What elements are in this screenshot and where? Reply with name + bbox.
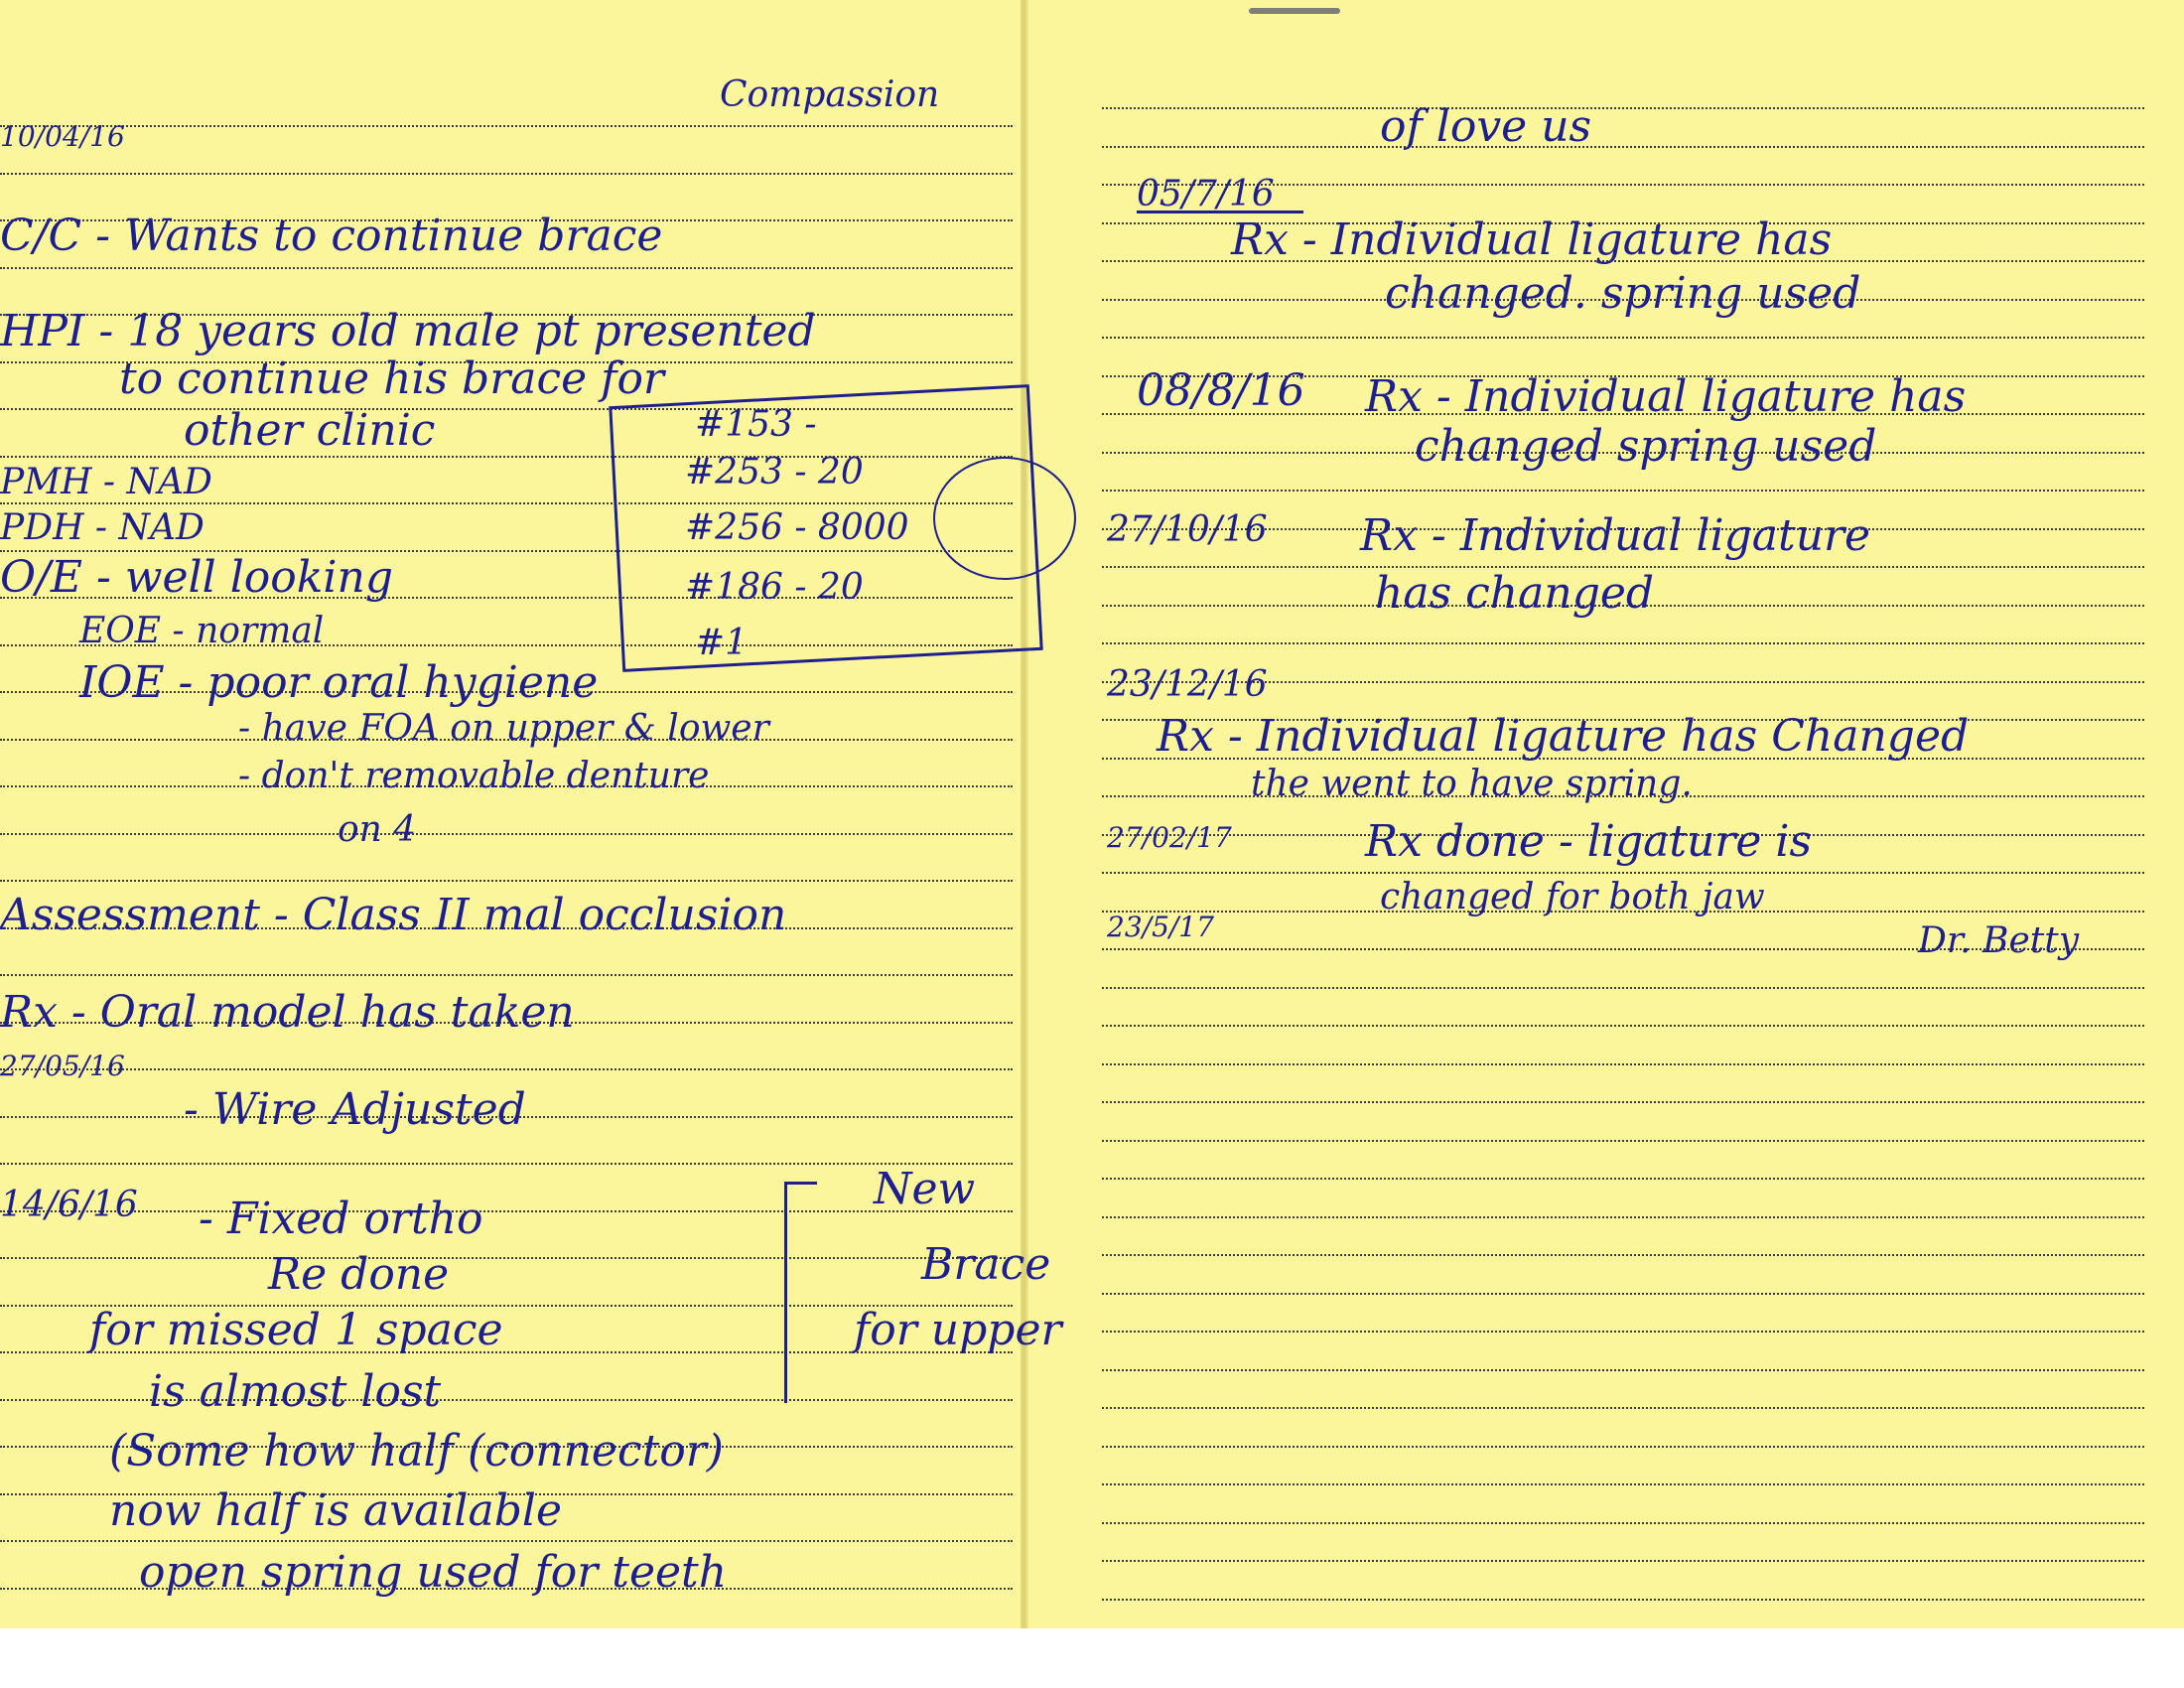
- ioe-line: - have FOA on upper & lower: [238, 708, 769, 749]
- ruled-line: [1102, 1407, 2144, 1409]
- ruled-line: [0, 125, 1013, 127]
- side-note: for upper: [854, 1305, 1062, 1355]
- chief-complaint: C/C - Wants to continue brace: [0, 211, 663, 261]
- treatment-line: - Wire Adjusted: [184, 1084, 526, 1135]
- staple: [1249, 8, 1340, 14]
- ruled-line: [1102, 1178, 2144, 1180]
- ruled-line: [0, 1163, 1013, 1165]
- treatment-line: now half is available: [109, 1485, 563, 1536]
- treatment-line: Rx done - ligature is: [1365, 816, 1813, 867]
- entry-date: 08/8/16: [1137, 365, 1305, 416]
- ioe-line: on 4: [338, 809, 417, 850]
- ruled-line: [1102, 1369, 2144, 1371]
- ruled-line: [1102, 1025, 2144, 1027]
- ruled-line: [0, 1257, 1013, 1259]
- ruled-line: [1102, 987, 2144, 989]
- entry-date: 23/12/16: [1107, 664, 1268, 705]
- treatment-line: Rx - Individual ligature has Changed: [1157, 711, 1970, 762]
- treatment-line: Re done: [268, 1249, 450, 1300]
- ruled-line: [0, 833, 1013, 835]
- treatment-line: (Some how half (connector): [109, 1426, 724, 1477]
- tooth-entry: #186 - 20: [685, 567, 864, 608]
- ruled-line: [1102, 1522, 2144, 1524]
- hpi-line: HPI - 18 years old male pt presented: [0, 306, 816, 356]
- ruled-line: [1102, 642, 2144, 644]
- ruled-line: [0, 1210, 1013, 1212]
- tooth-entry: #256 - 8000: [685, 507, 909, 548]
- ruled-line: [0, 880, 1013, 882]
- entry-date: 27/05/16: [0, 1050, 125, 1082]
- oe-line: O/E - well looking: [0, 552, 393, 603]
- entry-date: 05/7/16: [1137, 174, 1275, 214]
- treatment-line: - Fixed ortho: [199, 1194, 483, 1244]
- tooth-entry: #1: [695, 623, 749, 663]
- ruled-line: [1102, 1216, 2144, 1218]
- ruled-line: [1102, 1063, 2144, 1065]
- signature: Dr. Betty: [1918, 920, 2080, 961]
- note-bracket: [784, 1182, 817, 1403]
- ruled-line: [1102, 1293, 2144, 1295]
- ruled-line: [1102, 1254, 2144, 1256]
- entry-date: 10/04/16: [0, 120, 125, 153]
- treatment-line: changed for both jaw: [1380, 877, 1765, 917]
- ruled-line: [1102, 1101, 2144, 1103]
- hpi-line: to continue his brace for: [119, 353, 664, 404]
- entry-date: 27/10/16: [1107, 509, 1268, 550]
- treatment-line: Rx - Individual ligature: [1360, 510, 1871, 561]
- ruled-line: [1102, 1560, 2144, 1562]
- ruled-line: [0, 1068, 1013, 1070]
- ruled-line: [1102, 1140, 2144, 1142]
- ruled-line: [0, 1540, 1013, 1542]
- entry-date: 27/02/17: [1107, 821, 1232, 854]
- tooth-entry: #253 - 20: [685, 452, 864, 492]
- ruled-line: [1102, 1483, 2144, 1485]
- tooth-entry: #153 -: [695, 404, 817, 445]
- treatment-line: has changed: [1375, 568, 1655, 619]
- ruled-line: [0, 974, 1013, 976]
- ioe-line: - don't removable denture: [238, 756, 710, 796]
- ruled-line: [1102, 872, 2144, 874]
- ruled-line: [1102, 1446, 2144, 1448]
- ruled-line: [1102, 146, 2144, 148]
- ruled-line: [0, 173, 1013, 175]
- eoe-line: EOE - normal: [79, 611, 325, 651]
- circled-note: [933, 457, 1076, 580]
- treatment-line: changed spring used: [1415, 421, 1877, 472]
- treatment-line: for missed 1 space: [89, 1305, 503, 1355]
- ruled-line: [1102, 107, 2144, 109]
- pmh-line: PMH - NAD: [0, 462, 212, 502]
- entry-date: 23/5/17: [1107, 911, 1214, 943]
- top-scribble: of love us: [1380, 101, 1592, 152]
- treatment-line: changed. spring used: [1385, 268, 1861, 319]
- entry-date: 14/6/16: [0, 1185, 138, 1225]
- treatment-line: the went to have spring.: [1251, 764, 1693, 804]
- ruled-line: [1102, 1331, 2144, 1333]
- ioe-line: IOE - poor oral hygiene: [79, 657, 599, 708]
- treatment-line: is almost lost: [149, 1366, 442, 1417]
- ruled-line: [1102, 337, 2144, 339]
- date-underline: [1137, 211, 1303, 213]
- pdh-line: PDH - NAD: [0, 507, 205, 548]
- treatment-line: Rx - Individual ligature has: [1365, 371, 1967, 422]
- treatment-line: Rx - Individual ligature has: [1231, 214, 1833, 265]
- treatment-line: Rx - Oral model has taken: [0, 987, 575, 1038]
- ruled-line: [0, 267, 1013, 269]
- assessment-line: Assessment - Class II mal occlusion: [0, 890, 787, 940]
- page-header: Compassion: [720, 74, 940, 115]
- hpi-line: other clinic: [184, 405, 436, 456]
- side-note: Brace: [921, 1239, 1051, 1290]
- ruled-line: [1102, 1599, 2144, 1601]
- treatment-line: open spring used for teeth: [139, 1547, 728, 1598]
- ruled-line: [1102, 490, 2144, 492]
- side-note: New: [874, 1164, 976, 1214]
- notebook-spine: [1021, 0, 1028, 1628]
